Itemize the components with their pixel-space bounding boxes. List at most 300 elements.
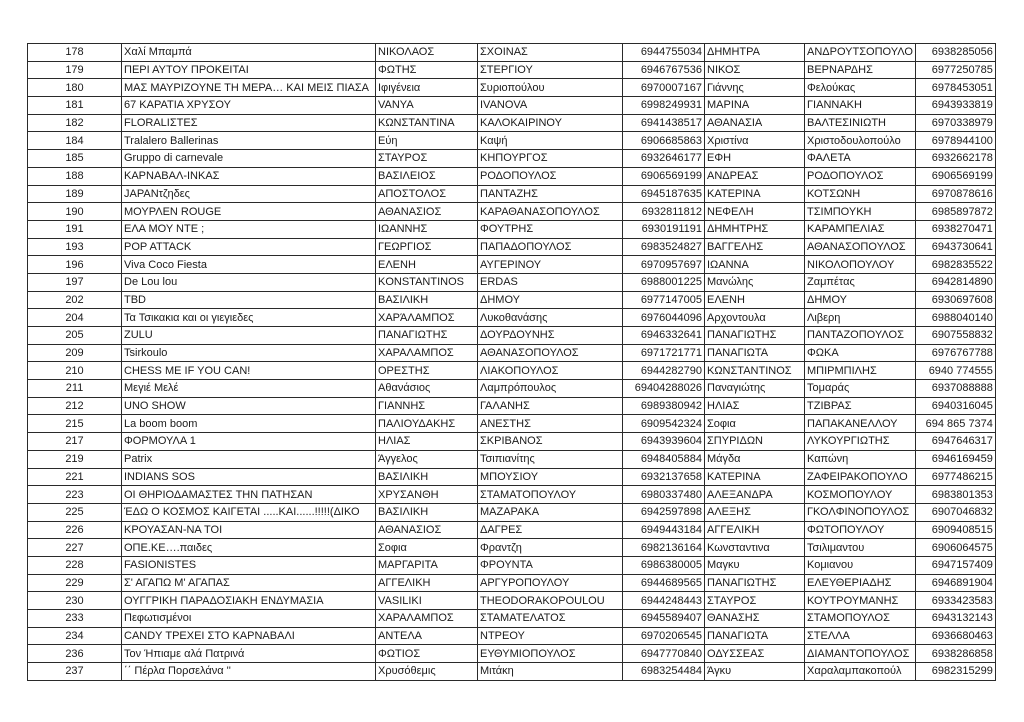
phone-cell: 6942597898	[623, 503, 705, 521]
first-name-cell: ΑΠΟΣΤΟΛΟΣ	[376, 185, 478, 203]
group-name-cell: ΟΙ ΘΗΡΙΟΔΑΜΑΣΤΕΣ ΤΗΝ ΠΑΤΗΣΑΝ	[122, 486, 376, 504]
second-first-name-cell: ΙΩΑΝΝΑ	[705, 256, 805, 274]
second-phone-cell: 6946169459	[915, 450, 995, 468]
first-name-cell: ΧΑΡΑΛΑΜΠΟΣ	[376, 344, 478, 362]
second-last-name-cell: ΒΕΡΝΑΡΔΗΣ	[805, 61, 916, 79]
entry-number-cell: 180	[28, 79, 122, 97]
second-phone-cell: 6988040140	[915, 309, 995, 327]
second-first-name-cell: ΝΕΦΕΛΗ	[705, 203, 805, 221]
second-last-name-cell: ΓΙΑΝΝΑΚΗ	[805, 97, 916, 115]
first-name-cell: Χρυσόθεμις	[376, 663, 478, 681]
entry-number-cell: 185	[28, 150, 122, 168]
last-name-cell: ΣΤΕΡΓΙΟΥ	[478, 61, 623, 79]
table-row	[28, 132, 996, 150]
second-last-name-cell: ΠΑΠΑΚΑΝΕΛΛΟΥ	[805, 415, 916, 433]
last-name-cell: ΑΘΑΝΑΣΟΠΟΥΛΟΣ	[478, 344, 623, 362]
table-row	[28, 61, 996, 79]
second-first-name-cell: ΗΛΙΑΣ	[705, 397, 805, 415]
second-first-name-cell: Χριστίνα	[705, 132, 805, 150]
first-name-cell: ΙΩΑΝΝΗΣ	[376, 220, 478, 238]
table-row	[28, 327, 996, 345]
second-first-name-cell: ΣΤΑΥΡΟΣ	[705, 592, 805, 610]
last-name-cell: ΣΚΡΙΒΑΝΟΣ	[478, 433, 623, 451]
entry-number-cell: 226	[28, 521, 122, 539]
entry-number-cell: 229	[28, 574, 122, 592]
table-row	[28, 610, 996, 628]
second-phone-cell: 6930697608	[915, 291, 995, 309]
phone-cell: 6977147005	[623, 291, 705, 309]
table-row	[28, 203, 996, 221]
table-row	[28, 663, 996, 681]
second-last-name-cell: Χαραλαμπακοπούλ	[805, 663, 916, 681]
phone-cell: 6909542324	[623, 415, 705, 433]
group-name-cell: ΈΔΩ Ο ΚΟΣΜΟΣ ΚΑΙΓΕΤΑΙ .....ΚΑΙ......!!!!!(ΔΙΚΟ	[122, 503, 376, 521]
last-name-cell: ΣΤΑΜΑΤΕΛΑΤΟΣ	[478, 610, 623, 628]
last-name-cell: ΚΗΠΟΥΡΓΟΣ	[478, 150, 623, 168]
second-last-name-cell: Καπώνη	[805, 450, 916, 468]
table-row	[28, 220, 996, 238]
second-phone-cell: 6940316045	[915, 397, 995, 415]
last-name-cell: Μιτάκη	[478, 663, 623, 681]
group-name-cell: TBD	[122, 291, 376, 309]
table-row	[28, 433, 996, 451]
last-name-cell: ΜΠΟΥΣΙΟΥ	[478, 468, 623, 486]
entry-number-cell: 205	[28, 327, 122, 345]
phone-cell: 6906569199	[623, 167, 705, 185]
first-name-cell: ΦΩΤΗΣ	[376, 61, 478, 79]
second-last-name-cell: ΜΠΙΡΜΠΙΛΗΣ	[805, 362, 916, 380]
second-phone-cell: 6943933819	[915, 97, 995, 115]
last-name-cell: ERDAS	[478, 273, 623, 291]
second-phone-cell: 6982315299	[915, 663, 995, 681]
table-row	[28, 380, 996, 398]
entry-number-cell: 193	[28, 238, 122, 256]
first-name-cell: ΜΑΡΓΑΡΙΤΑ	[376, 556, 478, 574]
last-name-cell: ΝΤΡΕΟΥ	[478, 627, 623, 645]
second-phone-cell: 6942814890	[915, 273, 995, 291]
table-row	[28, 521, 996, 539]
group-name-cell: POP ATTACK	[122, 238, 376, 256]
phone-cell: 6932137658	[623, 468, 705, 486]
second-last-name-cell: ΚΑΡΑΜΠΕΛΙΑΣ	[805, 220, 916, 238]
second-phone-cell: 6933423583	[915, 592, 995, 610]
second-first-name-cell: ΟΔΥΣΣΕΑΣ	[705, 645, 805, 663]
table-row	[28, 450, 996, 468]
table-row	[28, 397, 996, 415]
second-phone-cell: 6983801353	[915, 486, 995, 504]
first-name-cell: VASILIKI	[376, 592, 478, 610]
last-name-cell: ΚΑΡΑΘΑΝΑΣΟΠΟΥΛΟΣ	[478, 203, 623, 221]
entry-number-cell: 237	[28, 663, 122, 681]
group-name-cell: Χαλί Μπαμπά	[122, 44, 376, 62]
last-name-cell: Φραντζη	[478, 539, 623, 557]
second-first-name-cell: Γιάννης	[705, 79, 805, 97]
second-first-name-cell: ΠΑΝΑΓΙΩΤΗΣ	[705, 327, 805, 345]
phone-cell: 6970007167	[623, 79, 705, 97]
second-first-name-cell: ΑΓΓΕΛΙΚΗ	[705, 521, 805, 539]
group-name-cell: ΚΑΡΝΑΒΑΛ-ΙΝΚΑΣ	[122, 167, 376, 185]
last-name-cell: ΑΥΓΕΡΙΝΟΥ	[478, 256, 623, 274]
second-first-name-cell: ΑΝΔΡΕΑΣ	[705, 167, 805, 185]
entry-number-cell: 191	[28, 220, 122, 238]
first-name-cell: ΒΑΣΙΛΙΚΗ	[376, 468, 478, 486]
second-first-name-cell: ΘΑΝΑΣΗΣ	[705, 610, 805, 628]
group-name-cell: De Lou lou	[122, 273, 376, 291]
table-row	[28, 291, 996, 309]
table-row	[28, 574, 996, 592]
group-name-cell: ΕΛΑ ΜΟΥ ΝΤΕ ;	[122, 220, 376, 238]
second-first-name-cell: ΔΗΜΗΤΡΗΣ	[705, 220, 805, 238]
group-name-cell: ΟΥΓΓΡΙΚΗ ΠΑΡΑΔΟΣΙΑΚΗ ΕΝΔΥΜΑΣΙΑ	[122, 592, 376, 610]
first-name-cell: ΓΕΩΡΓΙΟΣ	[376, 238, 478, 256]
last-name-cell: ΠΑΠΑΔΟΠΟΥΛΟΣ	[478, 238, 623, 256]
second-last-name-cell: ΛΥΚΟΥΡΓΙΩΤΗΣ	[805, 433, 916, 451]
first-name-cell: ΕΛΕΝΗ	[376, 256, 478, 274]
second-phone-cell: 6982835522	[915, 256, 995, 274]
second-phone-cell: 6938286858	[915, 645, 995, 663]
second-first-name-cell: ΔΗΜΗΤΡΑ	[705, 44, 805, 62]
group-name-cell: Patrix	[122, 450, 376, 468]
group-name-cell: INDIANS SOS	[122, 468, 376, 486]
phone-cell: 6945589407	[623, 610, 705, 628]
entry-number-cell: 196	[28, 256, 122, 274]
table-row	[28, 503, 996, 521]
entry-number-cell: 228	[28, 556, 122, 574]
phone-cell: 6944689565	[623, 574, 705, 592]
second-phone-cell: 6907046832	[915, 503, 995, 521]
second-phone-cell: 6938270471	[915, 220, 995, 238]
phone-cell: 69404288026	[623, 380, 705, 398]
second-phone-cell: 6946891904	[915, 574, 995, 592]
second-phone-cell: 6940 774555	[915, 362, 995, 380]
second-phone-cell: 6906064575	[915, 539, 995, 557]
second-first-name-cell: ΑΛΕΞΗΣ	[705, 503, 805, 521]
entry-number-cell: 209	[28, 344, 122, 362]
first-name-cell: Σοφια	[376, 539, 478, 557]
group-name-cell: CANDY ΤΡΕΧΕΙ ΣΤΟ ΚΑΡΝΑΒΑΛΙ	[122, 627, 376, 645]
second-last-name-cell: Φελούκας	[805, 79, 916, 97]
second-phone-cell: 6936680463	[915, 627, 995, 645]
second-phone-cell: 6906569199	[915, 167, 995, 185]
table-row	[28, 167, 996, 185]
table-row	[28, 309, 996, 327]
entry-number-cell: 178	[28, 44, 122, 62]
second-phone-cell: 6938285056	[915, 44, 995, 62]
phone-cell: 6944282790	[623, 362, 705, 380]
phone-cell: 6946767536	[623, 61, 705, 79]
table-row	[28, 44, 996, 62]
phone-cell: 6930191191	[623, 220, 705, 238]
table-body	[28, 44, 996, 681]
phone-cell: 6980337480	[623, 486, 705, 504]
group-name-cell: ΜΑΣ ΜΑΥΡΙΖΟΥΝΕ ΤΗ ΜΕΡΑ… ΚΑΙ ΜΕΙΣ ΠΙΑΣΑ	[122, 79, 376, 97]
entry-number-cell: 234	[28, 627, 122, 645]
second-first-name-cell: Μάγδα	[705, 450, 805, 468]
phone-cell: 6932811812	[623, 203, 705, 221]
last-name-cell: Λαμπρόπουλος	[478, 380, 623, 398]
table-row	[28, 362, 996, 380]
group-name-cell: Gruppo di carnevale	[122, 150, 376, 168]
phone-cell: 6970206545	[623, 627, 705, 645]
first-name-cell: ΦΩΤΙΟΣ	[376, 645, 478, 663]
phone-cell: 6989380942	[623, 397, 705, 415]
table-row	[28, 468, 996, 486]
last-name-cell: ΑΡΓΥΡΟΠΟΥΛΟΥ	[478, 574, 623, 592]
second-first-name-cell: Άγκυ	[705, 663, 805, 681]
second-last-name-cell: ΡΟΔΟΠΟΥΛΟΣ	[805, 167, 916, 185]
phone-cell: 6983254484	[623, 663, 705, 681]
table-row	[28, 238, 996, 256]
first-name-cell: ΗΛΙΑΣ	[376, 433, 478, 451]
first-name-cell: Εύη	[376, 132, 478, 150]
second-last-name-cell: Κομιανου	[805, 556, 916, 574]
first-name-cell: KONSTANTINOS	[376, 273, 478, 291]
first-name-cell: ΧΡΥΣΑΝΘΗ	[376, 486, 478, 504]
entry-number-cell: 215	[28, 415, 122, 433]
second-phone-cell: 6943132143	[915, 610, 995, 628]
second-last-name-cell: Τσιλιμαντου	[805, 539, 916, 557]
entry-number-cell: 188	[28, 167, 122, 185]
phone-cell: 6948405884	[623, 450, 705, 468]
phone-cell: 6988001225	[623, 273, 705, 291]
second-last-name-cell: ΤΖΙΒΡΑΣ	[805, 397, 916, 415]
phone-cell: 6976044096	[623, 309, 705, 327]
second-last-name-cell: ΚΟΣΜΟΠΟΥΛΟΥ	[805, 486, 916, 504]
last-name-cell: THEODORAKOPOULOU	[478, 592, 623, 610]
second-phone-cell: 6932662178	[915, 150, 995, 168]
second-first-name-cell: ΒΑΓΓΕΛΗΣ	[705, 238, 805, 256]
second-last-name-cell: ΖΑΦΕΙΡΑΚΟΠΟΥΛΟ	[805, 468, 916, 486]
second-first-name-cell: ΠΑΝΑΓΙΩΤΗΣ	[705, 574, 805, 592]
last-name-cell: ΡΟΔΟΠΟΥΛΟΣ	[478, 167, 623, 185]
entry-number-cell: 204	[28, 309, 122, 327]
group-name-cell: Τον Ήπιαμε αλά Πατρινά	[122, 645, 376, 663]
first-name-cell: Ιφιγένεια	[376, 79, 478, 97]
group-name-cell: Tsirkoulo	[122, 344, 376, 362]
first-name-cell: Άγγελος	[376, 450, 478, 468]
second-first-name-cell: ΣΠΥΡΙΔΩΝ	[705, 433, 805, 451]
second-phone-cell: 6947157409	[915, 556, 995, 574]
group-name-cell: Σ' ΑΓΑΠΩ Μ' ΑΓΑΠΑΣ	[122, 574, 376, 592]
first-name-cell: Αθανάσιος	[376, 380, 478, 398]
last-name-cell: ΣΧΟΙΝΑΣ	[478, 44, 623, 62]
entry-number-cell: 179	[28, 61, 122, 79]
phone-cell: 6947770840	[623, 645, 705, 663]
second-phone-cell: 694 865 7374	[915, 415, 995, 433]
group-name-cell: ΟΠΕ.ΚΕ….παιδες	[122, 539, 376, 557]
second-first-name-cell: Μαγκυ	[705, 556, 805, 574]
second-last-name-cell: ΚΟΥΤΡΟΥΜΑΝΗΣ	[805, 592, 916, 610]
second-first-name-cell: Αρχοντουλα	[705, 309, 805, 327]
group-name-cell: ΚΡΟΥΑΣΑΝ-ΝΑ ΤΟΙ	[122, 521, 376, 539]
group-name-cell: UNO SHOW	[122, 397, 376, 415]
entry-number-cell: 217	[28, 433, 122, 451]
second-phone-cell: 6978453051	[915, 79, 995, 97]
first-name-cell: ΧΑΡΑΛΑΜΠΟΣ	[376, 610, 478, 628]
last-name-cell: ΦΟΥΤΡΗΣ	[478, 220, 623, 238]
phone-cell: 6971721771	[623, 344, 705, 362]
second-first-name-cell: Μανώλης	[705, 273, 805, 291]
group-name-cell: ΠΕΡΙ ΑΥΤΟΥ ΠΡΟΚΕΙΤΑΙ	[122, 61, 376, 79]
entry-number-cell: 236	[28, 645, 122, 663]
second-last-name-cell: ΠΑΝΤΑΖΟΠΟΥΛΟΣ	[805, 327, 916, 345]
entry-number-cell: 211	[28, 380, 122, 398]
entry-number-cell: 212	[28, 397, 122, 415]
last-name-cell: ΑΝΕΣΤΗΣ	[478, 415, 623, 433]
phone-cell: 6983524827	[623, 238, 705, 256]
last-name-cell: IVANOVA	[478, 97, 623, 115]
last-name-cell: ΔΑΓΡΕΣ	[478, 521, 623, 539]
second-last-name-cell: ΑΝΔΡΟΥΤΣΟΠΟΥΛΟ	[805, 44, 916, 62]
second-first-name-cell: Κωνσταντινα	[705, 539, 805, 557]
first-name-cell: ΑΝΤΕΛΑ	[376, 627, 478, 645]
entry-number-cell: 184	[28, 132, 122, 150]
entry-number-cell: 210	[28, 362, 122, 380]
entry-number-cell: 202	[28, 291, 122, 309]
last-name-cell: ΔΟΥΡΔΟΥΝΗΣ	[478, 327, 623, 345]
entry-number-cell: 182	[28, 114, 122, 132]
second-last-name-cell: ΣΤΕΛΛΑ	[805, 627, 916, 645]
second-first-name-cell: ΚΑΤΕΡΙΝΑ	[705, 468, 805, 486]
first-name-cell: ΒΑΣΙΛΕΙΟΣ	[376, 167, 478, 185]
last-name-cell: ΕΥΘΥΜΙΟΠΟΥΛΟΣ	[478, 645, 623, 663]
second-phone-cell: 6943730641	[915, 238, 995, 256]
phone-cell: 6944755034	[623, 44, 705, 62]
second-first-name-cell: Παναγιώτης	[705, 380, 805, 398]
second-last-name-cell: ΔΗΜΟΥ	[805, 291, 916, 309]
entry-number-cell: 197	[28, 273, 122, 291]
phone-cell: 6970957697	[623, 256, 705, 274]
second-first-name-cell: ΑΘΑΝΑΣΙΑ	[705, 114, 805, 132]
second-phone-cell: 6977486215	[915, 468, 995, 486]
phone-cell: 6949443184	[623, 521, 705, 539]
second-phone-cell: 6909408515	[915, 521, 995, 539]
last-name-cell: ΠΑΝΤΑΖΗΣ	[478, 185, 623, 203]
group-name-cell: Πεφωτισμένοι	[122, 610, 376, 628]
second-last-name-cell: ΦΩΚΑ	[805, 344, 916, 362]
entry-number-cell: 181	[28, 97, 122, 115]
table-row	[28, 150, 996, 168]
group-name-cell: Μεγιέ Μελέ	[122, 380, 376, 398]
second-last-name-cell: ΔΙΑΜΑΝΤΟΠΟΥΛΟΣ	[805, 645, 916, 663]
group-name-cell: Τα Τσικακια και οι γιεγιεδες	[122, 309, 376, 327]
group-name-cell: Viva Coco Fiesta	[122, 256, 376, 274]
phone-cell: 6986380005	[623, 556, 705, 574]
second-first-name-cell: ΠΑΝΑΓΙΩΤΑ	[705, 627, 805, 645]
table-row	[28, 486, 996, 504]
phone-cell: 6946332641	[623, 327, 705, 345]
entry-number-cell: 230	[28, 592, 122, 610]
second-phone-cell: 6976767788	[915, 344, 995, 362]
table-row	[28, 344, 996, 362]
second-last-name-cell: ΑΘΑΝΑΣΟΠΟΥΛΟΣ	[805, 238, 916, 256]
first-name-cell: ΑΓΓΕΛΙΚΗ	[376, 574, 478, 592]
phone-cell: 6932646177	[623, 150, 705, 168]
group-name-cell: FASIONISTES	[122, 556, 376, 574]
last-name-cell: Τσιπιανίτης	[478, 450, 623, 468]
table-row	[28, 627, 996, 645]
first-name-cell: ΑΘΑΝΑΣΙΟΣ	[376, 521, 478, 539]
second-phone-cell: 6937088888	[915, 380, 995, 398]
second-phone-cell: 6985897872	[915, 203, 995, 221]
second-last-name-cell: ΣΤΑΜΟΠΟΥΛΟΣ	[805, 610, 916, 628]
second-first-name-cell: ΚΩΝΣΤΑΝΤΙΝΟΣ	[705, 362, 805, 380]
second-phone-cell: 6970878616	[915, 185, 995, 203]
entry-number-cell: 233	[28, 610, 122, 628]
last-name-cell: Καψή	[478, 132, 623, 150]
entry-number-cell: 190	[28, 203, 122, 221]
entry-number-cell: 221	[28, 468, 122, 486]
second-phone-cell: 6977250785	[915, 61, 995, 79]
group-name-cell: ΄΄ Πέρλα Πορσελάνα ''	[122, 663, 376, 681]
table-row	[28, 114, 996, 132]
second-last-name-cell: ΤΣΙΜΠΟΥΚΗ	[805, 203, 916, 221]
second-last-name-cell: Λιβερη	[805, 309, 916, 327]
second-first-name-cell: ΜΑΡΙΝΑ	[705, 97, 805, 115]
last-name-cell: Λυκοθανάσης	[478, 309, 623, 327]
phone-cell: 6945187635	[623, 185, 705, 203]
group-name-cell: ΜΟΥΡΛΕΝ ROUGE	[122, 203, 376, 221]
entry-number-cell: 189	[28, 185, 122, 203]
entry-number-cell: 225	[28, 503, 122, 521]
first-name-cell: ΒΑΣΙΛΙΚΗ	[376, 503, 478, 521]
group-name-cell: ΦΟΡΜΟΥΛΑ 1	[122, 433, 376, 451]
last-name-cell: ΓΑΛΑΝΗΣ	[478, 397, 623, 415]
second-last-name-cell: ΒΑΛΤΕΣΙΝΙΩΤΗ	[805, 114, 916, 132]
first-name-cell: ΝΙΚΟΛΑΟΣ	[376, 44, 478, 62]
second-phone-cell: 6947646317	[915, 433, 995, 451]
entry-number-cell: 219	[28, 450, 122, 468]
second-phone-cell: 6907558832	[915, 327, 995, 345]
second-last-name-cell: ΓΚΟΛΦΙΝΟΠΟΥΛΟΣ	[805, 503, 916, 521]
table-row	[28, 185, 996, 203]
phone-cell: 6998249931	[623, 97, 705, 115]
group-name-cell: JAPANτζηδες	[122, 185, 376, 203]
first-name-cell: ΚΩΝΣΤΑΝΤΙΝΑ	[376, 114, 478, 132]
group-name-cell: Tralalero Ballerinas	[122, 132, 376, 150]
second-first-name-cell: ΕΦΗ	[705, 150, 805, 168]
table-row	[28, 415, 996, 433]
second-phone-cell: 6978944100	[915, 132, 995, 150]
entry-number-cell: 223	[28, 486, 122, 504]
second-first-name-cell: ΑΛΕΞΑΝΔΡΑ	[705, 486, 805, 504]
registration-table	[27, 43, 996, 681]
second-last-name-cell: ΦΩΤΟΠΟΥΛΟΥ	[805, 521, 916, 539]
table-row	[28, 79, 996, 97]
phone-cell: 6943939604	[623, 433, 705, 451]
first-name-cell: VANYA	[376, 97, 478, 115]
first-name-cell: ΠΑΝΑΓΙΩΤΗΣ	[376, 327, 478, 345]
second-last-name-cell: ΕΛΕΥΘΕΡΙΑΔΗΣ	[805, 574, 916, 592]
group-name-cell: FLORALIΣΤΕΣ	[122, 114, 376, 132]
second-first-name-cell: ΝΙΚΟΣ	[705, 61, 805, 79]
second-last-name-cell: ΦΑΛΕΤΑ	[805, 150, 916, 168]
second-last-name-cell: ΚΟΤΣΩΝΗ	[805, 185, 916, 203]
last-name-cell: ΜΑΖΑΡΑΚΑ	[478, 503, 623, 521]
table-row	[28, 645, 996, 663]
last-name-cell: ΚΑΛΟΚΑΙΡΙΝΟΥ	[478, 114, 623, 132]
phone-cell: 6906685863	[623, 132, 705, 150]
table-row	[28, 539, 996, 557]
phone-cell: 6941438517	[623, 114, 705, 132]
first-name-cell: ΓΙΑΝΝΗΣ	[376, 397, 478, 415]
table-row	[28, 592, 996, 610]
phone-cell: 6982136164	[623, 539, 705, 557]
group-name-cell: 67 ΚΑΡΑΤΙΑ ΧΡΥΣΟΥ	[122, 97, 376, 115]
first-name-cell: ΟΡΕΣΤΗΣ	[376, 362, 478, 380]
last-name-cell: ΣΤΑΜΑΤΟΠΟΥΛΟΥ	[478, 486, 623, 504]
last-name-cell: ΦΡΟΥΝΤΑ	[478, 556, 623, 574]
